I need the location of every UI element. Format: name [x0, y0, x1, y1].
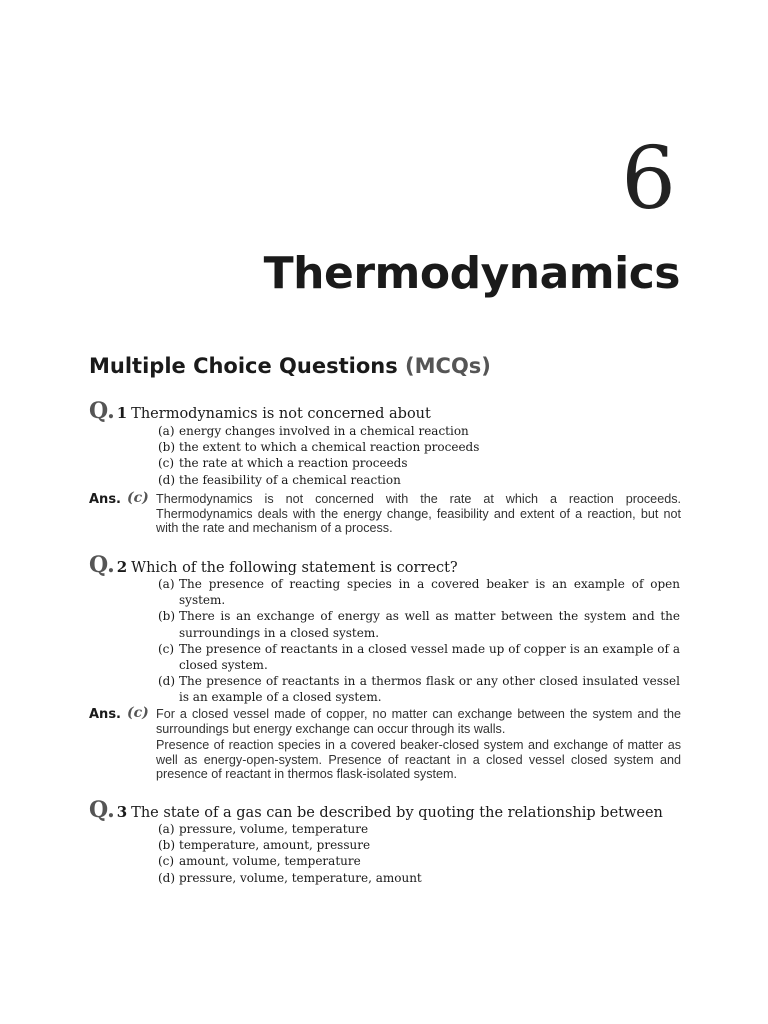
option-item	[158, 853, 680, 869]
option-text: There is an exchange of energy as well as matter between the system and the surroundings in a closed system.	[179, 609, 680, 640]
option-item	[158, 673, 680, 705]
option-text: The presence of reactants in a closed vessel made up of copper is an example of a closed system.	[179, 641, 680, 673]
option-label: (d)	[158, 472, 176, 487]
option-text: the extent to which a chemical reaction proceeds	[179, 440, 480, 455]
answer-2	[89, 707, 681, 784]
option-label: (c)	[158, 456, 175, 471]
option-text: the feasibility of a chemical reaction	[179, 472, 401, 487]
answer-choice: (c)	[127, 705, 149, 721]
option-text: pressure, volume, temperature	[179, 822, 369, 836]
option-label: (d)	[158, 674, 176, 689]
option-label: (b)	[158, 609, 176, 624]
question-number: 2	[116, 558, 128, 576]
answer-paragraph: Presence of reaction species in a covered beaker-closed system and exchange of matter as well as energy-open-system. Presence of reactant in a closed vessel closed system and presence of reactant in thermos flask-isolated system.	[156, 738, 681, 782]
question-2	[89, 552, 458, 578]
chapter-number: 6	[621, 129, 676, 229]
option-text: energy changes involved in a chemical reaction	[179, 424, 469, 438]
section-heading	[89, 354, 491, 378]
option-item	[158, 439, 680, 455]
option-item	[158, 837, 680, 853]
question-1	[89, 398, 431, 424]
answer-1	[89, 492, 681, 538]
answer-label: Ans.	[89, 707, 121, 722]
option-text: pressure, volume, temperature, amount	[179, 870, 422, 885]
question-1-options	[158, 423, 680, 488]
option-label: (a)	[158, 822, 175, 836]
option-item	[158, 472, 680, 488]
option-item	[158, 870, 680, 886]
question-2-options	[158, 576, 680, 706]
answer-paragraph: For a closed vessel made of copper, no matter can exchange between the system and the surroundings but energy exchange can occur through its walls.	[156, 707, 681, 736]
question-text: The state of a gas can be described by quoting the relationship between	[131, 805, 663, 821]
option-label: (b)	[158, 838, 176, 853]
question-3-options	[158, 821, 680, 886]
question-text: Which of the following statement is correct?	[131, 560, 458, 576]
section-heading-text: Multiple Choice Questions	[89, 354, 398, 378]
option-label: (b)	[158, 440, 176, 455]
question-label: Q.	[89, 398, 115, 424]
question-label: Q.	[89, 552, 115, 578]
option-text: temperature, amount, pressure	[179, 838, 371, 853]
question-3	[89, 797, 663, 823]
option-item	[158, 455, 680, 471]
question-number: 1	[116, 404, 128, 422]
option-label: (a)	[158, 577, 175, 591]
option-item	[158, 423, 680, 439]
option-text: The presence of reacting species in a covered beaker is an example of open system.	[179, 577, 680, 608]
answer-label: Ans.	[89, 492, 121, 507]
chapter-title: Thermodynamics	[263, 248, 680, 299]
answer-paragraph: Thermodynamics is not concerned with the rate at which a reaction proceeds. Thermodynamics deals with the energy change, feasibility and extent of a reaction, but not with the rate and mechanism of a process.	[156, 492, 681, 536]
section-heading-abbr: (MCQs)	[405, 354, 491, 378]
question-number: 3	[116, 803, 128, 821]
option-label: (c)	[158, 854, 175, 869]
question-text: Thermodynamics is not concerned about	[131, 406, 431, 422]
option-label: (c)	[158, 641, 175, 656]
option-text: amount, volume, temperature	[179, 854, 361, 869]
answer-choice: (c)	[127, 490, 149, 506]
option-item	[158, 608, 680, 640]
option-text: The presence of reactants in a thermos flask or any other closed insulated vessel is an example of a closed system.	[179, 674, 680, 705]
option-item	[158, 821, 680, 837]
option-label: (a)	[158, 424, 175, 438]
option-item	[158, 576, 680, 608]
answer-body	[156, 492, 681, 536]
option-text: the rate at which a reaction proceeds	[179, 456, 408, 471]
option-item	[158, 641, 680, 673]
question-label: Q.	[89, 797, 115, 823]
answer-body	[156, 707, 681, 782]
option-label: (d)	[158, 870, 176, 885]
